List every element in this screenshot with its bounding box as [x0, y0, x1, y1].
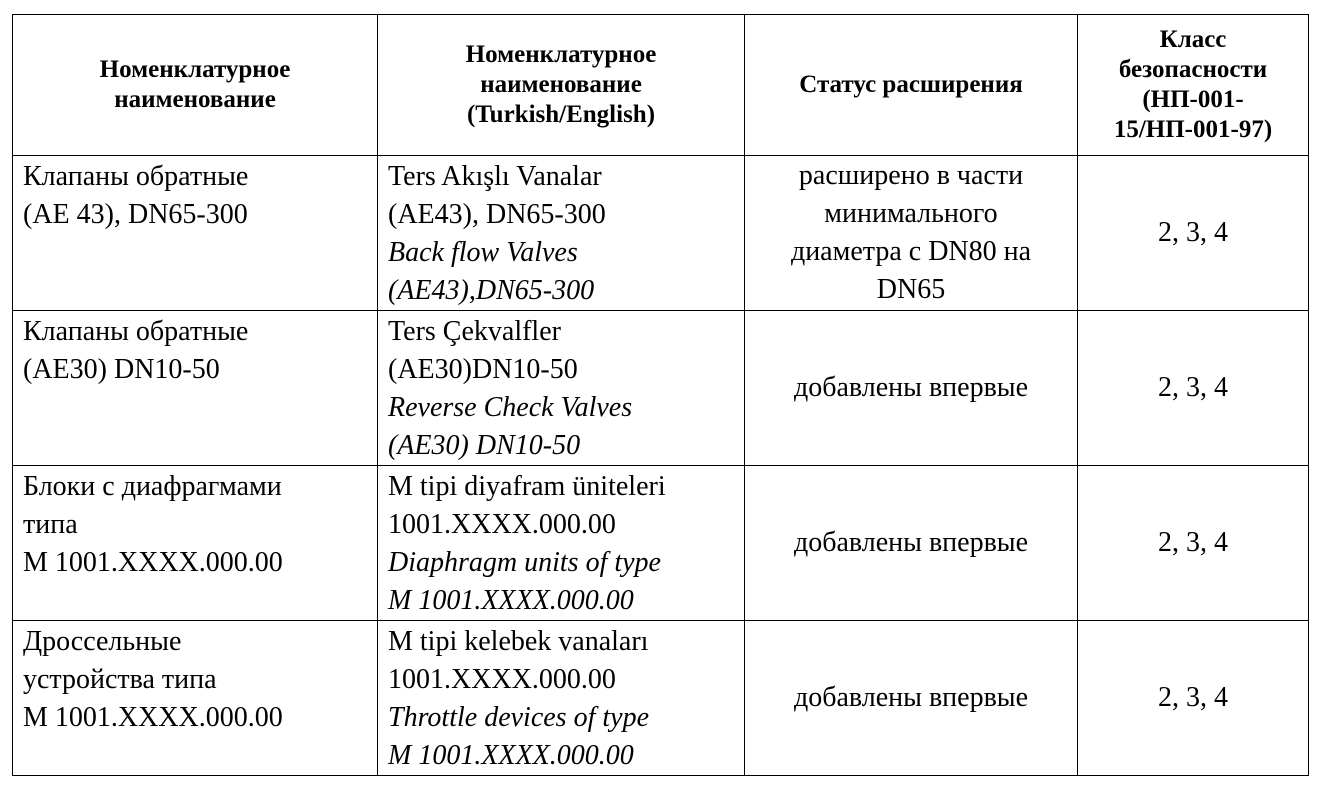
- header-name-ru: Номенклатурное наименование: [13, 15, 378, 156]
- header-safety-class: Класс безопасности (НП-001- 15/НП-001-97): [1078, 15, 1309, 156]
- cell-name-tr-en: M tipi kelebek vanaları 1001.XXXX.000.00 Throttle devices of type M 1001.XXXX.000.00: [378, 621, 745, 776]
- cell-name-tr-en: M tipi diyafram üniteleri 1001.XXXX.000.00 Diaphragm units of type M 1001.XXXX.000.00: [378, 466, 745, 621]
- cell-safety-class: 2, 3, 4: [1078, 621, 1309, 776]
- table-row: [13, 466, 1309, 621]
- header-status: Статус расширения: [745, 15, 1078, 156]
- cell-status: расширено в части минимального диаметра с DN80 на DN65: [745, 156, 1078, 311]
- cell-name-ru: Дроссельные устройства типа М 1001.XXXX.000.00: [13, 621, 378, 776]
- cell-status: добавлены впервые: [745, 466, 1078, 621]
- header-name-tr-en: Номенклатурное наименование (Turkish/English): [378, 15, 745, 156]
- header-row: [13, 15, 1309, 156]
- cell-status: добавлены впервые: [745, 621, 1078, 776]
- cell-safety-class: 2, 3, 4: [1078, 311, 1309, 466]
- cell-status: добавлены впервые: [745, 311, 1078, 466]
- cell-name-ru: Клапаны обратные (AE30) DN10-50: [13, 311, 378, 466]
- table-row: [13, 621, 1309, 776]
- cell-name-ru: Блоки с диафрагмами типа М 1001.XXXX.000.00: [13, 466, 378, 621]
- table-row: [13, 311, 1309, 466]
- cell-safety-class: 2, 3, 4: [1078, 466, 1309, 621]
- cell-name-ru: Клапаны обратные (AE 43), DN65-300: [13, 156, 378, 311]
- cell-safety-class: 2, 3, 4: [1078, 156, 1309, 311]
- table-row: [13, 156, 1309, 311]
- cell-name-tr-en: Ters Akışlı Vanalar (AE43), DN65-300 Back flow Valves (AE43),DN65-300: [378, 156, 745, 311]
- nomenclature-table: [12, 14, 1309, 776]
- cell-name-tr-en: Ters Çekvalfler (AE30)DN10-50 Reverse Check Valves (AE30) DN10-50: [378, 311, 745, 466]
